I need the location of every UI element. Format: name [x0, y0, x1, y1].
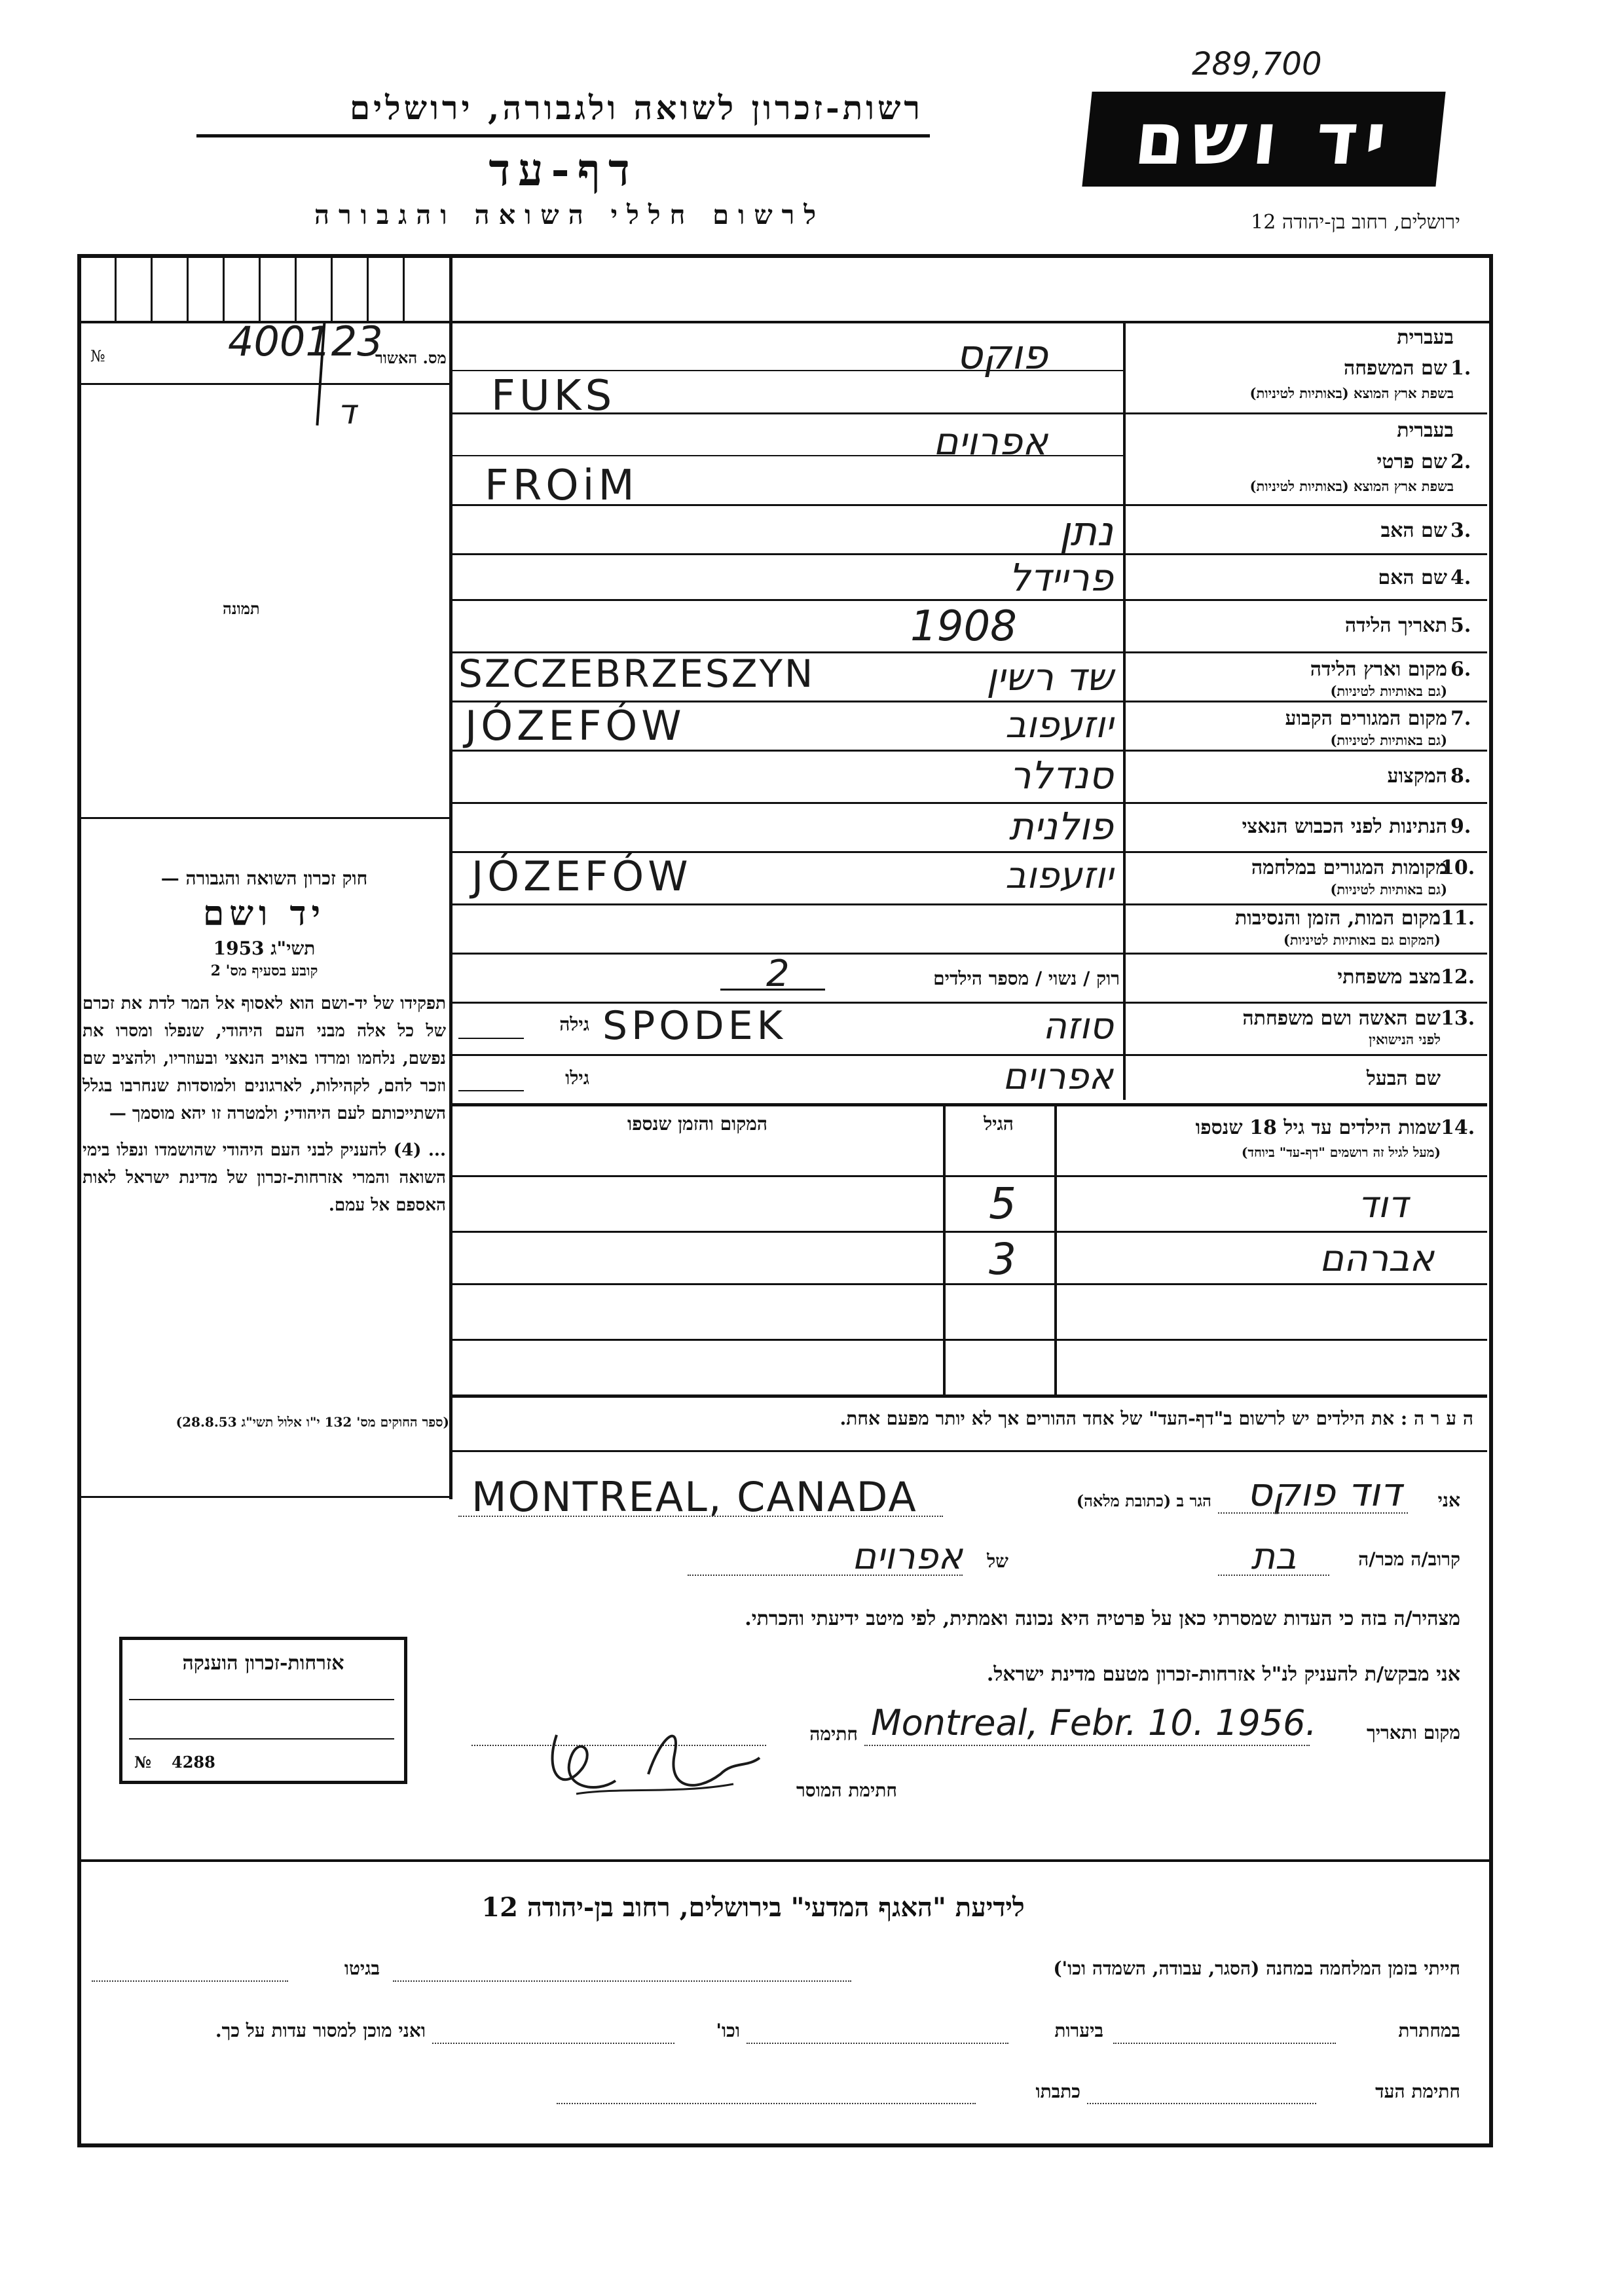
residence-hebrew: יוזעפוב	[1005, 704, 1113, 746]
footer-line1-b: בגיטו	[344, 1958, 380, 1979]
law-text-1: תפקידו של יד-ושם הוא לאסוף אל המר לדת את זכרם של כל אלה מבני העם היהודי, שנפלו ומסרו את נפשם, נלחמו ומרדו באויב הנאצי ובעוזריו, ולהציב שם וזכר להם, לקהילות, לארגונים ולמוסדות שנחרבו בגלל השתייכותם לעם היהודי; ולמטרה זו יהא מוסמך —	[83, 994, 446, 1123]
signature-label: חתימה	[809, 1723, 858, 1745]
footer-line2-a: במחתרת	[1398, 2020, 1460, 2041]
field-1-lang-note: בעברית	[1397, 326, 1454, 349]
field-4-num: 4.	[1450, 566, 1471, 589]
marital-options: רוק / נשוי / מספר הילדים	[933, 968, 1120, 989]
husband-name: אפרוים	[1003, 1055, 1113, 1098]
yad-vashem-logo	[1082, 92, 1445, 187]
footer-line2-c: וכו'	[716, 2020, 740, 2041]
place-date: Montreal, Febr. 10. 1956.	[871, 1702, 1317, 1743]
husband-age-label: גילו	[565, 1067, 589, 1089]
note: ה ע ר ה : את הילדים יש לרשום ב"דף-העד" של אחד ההורים אך לא יותר מפעם אחת.	[840, 1408, 1473, 1429]
birthplace-latin: SZCZEBRZESZYN	[458, 651, 815, 696]
footer-line3-b: כתבתו	[1035, 2081, 1080, 2102]
receiver-signature-label: חתימת המוסר	[796, 1779, 897, 1801]
approval-label: מס. האשור	[375, 348, 447, 367]
birthplace-hebrew: שד רשין	[986, 655, 1113, 699]
field-7-num: 7.	[1450, 707, 1471, 730]
citizenship-title: אזרחות-זכרון הוענקה	[182, 1652, 344, 1675]
institution-name: רשות-זכרון לשואה ולגבורה, ירושלים	[349, 88, 923, 127]
field-12-label: מצב משפחתי	[1337, 966, 1441, 989]
approval-letter: ד	[337, 393, 356, 432]
residence-latin: JÓZEFÓW	[465, 702, 686, 750]
wartime-residence-hebrew: יוזעפוב	[1005, 854, 1113, 897]
field-5-label: תאריך הלידה	[1344, 614, 1447, 637]
profession: סנדלר	[1009, 753, 1113, 797]
field-1-label: שם המשפחה	[1343, 357, 1447, 380]
law-year: תשי"ג 1953	[213, 938, 316, 959]
footer-line1-a: חייתי בזמן המלחמה במחנה (הסגר, עבודה, השמדה וכו')	[1053, 1958, 1460, 1979]
birth-date: 1908	[910, 602, 1017, 651]
declarant-address: MONTREAL, CANADA	[471, 1473, 917, 1521]
field-11-sub: (המקום גם באותיות לטיניות)	[1283, 932, 1441, 948]
child-1-age: 5	[989, 1178, 1016, 1229]
child-2-age: 3	[989, 1234, 1016, 1285]
surname-latin: FUKS	[491, 372, 616, 420]
law-text-2: ... (4) להעניק לבני העם היהודי שהושמדו ונפלו בימי השואה והמרי אזרחות-זכרון של מדינת ישראל לאות האספם אל עמם.	[83, 1140, 446, 1215]
field-13-label: שם האשה ושם משפחתה	[1242, 1007, 1441, 1030]
relation: בת	[1251, 1535, 1297, 1578]
wife-surname-latin: SPODEK	[602, 1003, 786, 1049]
field-10-label: מקומות המגורים במלחמה	[1251, 856, 1447, 879]
mother-name: פריידל	[1008, 555, 1113, 600]
signature-mark	[537, 1696, 786, 1813]
children-num: 14.	[1441, 1116, 1475, 1139]
law-source: (ספר החוקים מס' 132 י"ו אלול תשי"ג 28.8.53)	[175, 1414, 449, 1430]
place-header: המקום והזמן שנספו	[627, 1113, 767, 1135]
request: אני מבקש/ת להעניק לנ"ל אזרחות-זכרון מטעם מדינת ישראל.	[986, 1663, 1460, 1686]
field-7-label: מקום המגורים הקבוע	[1285, 707, 1447, 730]
citizenship-no-label: №	[134, 1753, 152, 1772]
corner-number: 289,700	[1192, 46, 1322, 82]
husband-label: שם הבעל	[1366, 1067, 1441, 1090]
of-name: אפרוים	[852, 1535, 963, 1578]
logo-text: יד ושם	[1130, 97, 1397, 181]
field-13-num: 13.	[1441, 1007, 1475, 1030]
child-2-name: אברהם	[1319, 1237, 1434, 1280]
footer-title: לידיעת "האגף המדעי" בירושלים, רחוב בן-יהודה 12	[481, 1892, 1025, 1923]
wife-name-hebrew: סוזה	[1043, 1005, 1113, 1048]
children-label: שמות הילדים עד גיל 18 שנספו	[1195, 1116, 1441, 1139]
citizenship-number: 4288	[172, 1753, 215, 1772]
field-8-label: המקצוע	[1387, 765, 1447, 788]
photo-label: תמונה	[223, 599, 260, 618]
field-7-sub: (גם באותיות לטיניות)	[1330, 732, 1447, 748]
field-10-num: 10.	[1441, 856, 1475, 879]
wartime-residence-latin: JÓZEFÓW	[471, 852, 692, 900]
approval-number: 400123	[228, 318, 383, 365]
relation-label: קרוב/ה מכר/ה	[1358, 1548, 1460, 1570]
field-9-num: 9.	[1450, 815, 1471, 838]
approval-box	[77, 318, 447, 380]
footer-line3-a: חתימת העד	[1375, 2081, 1460, 2102]
children-sub: (מעל לגיל זה רושמים "דף-עד" ביוחד)	[1241, 1144, 1441, 1160]
declarant-name-label: אני	[1437, 1489, 1460, 1511]
field-10-sub: (גם באותיות לטיניות)	[1330, 881, 1447, 898]
address-label: הגר ב (כתובת מלאה)	[1076, 1491, 1211, 1510]
field-3-num: 3.	[1450, 519, 1471, 542]
field-11-label: מקום המות, הזמן והנסיבות	[1234, 907, 1441, 930]
first-name-hebrew: אפרוים	[933, 419, 1048, 464]
field-2-lang-note: בעברית	[1397, 419, 1454, 442]
field-3-label: שם האב	[1380, 519, 1447, 542]
law-title: חוק זכרון השואה והגבורה —	[160, 867, 368, 889]
declaration: מצהיר/ה בזה כי העדות שמסרתי כאן על פרטיה היא נכונה ואמתית, לפי מיטב ידיעתי והכרתי.	[745, 1607, 1460, 1630]
field-9-label: הנתינות לפני הכבוש הנאצי	[1242, 815, 1447, 838]
form-title: דף-עד	[489, 144, 638, 196]
field-5-num: 5.	[1450, 614, 1471, 637]
footer-line2-b: ביערות	[1054, 2020, 1103, 2041]
field-2-num: 2.	[1450, 450, 1471, 473]
surname-hebrew: פוקס	[956, 331, 1048, 378]
footer-line2-d: ואני מוכן למסור עדות על כך.	[215, 2020, 426, 2041]
of-label: של	[987, 1550, 1008, 1572]
place-date-label: מקום ותאריך	[1366, 1722, 1460, 1743]
age-header: הגיל	[984, 1113, 1014, 1135]
child-1-name: דוד	[1357, 1184, 1408, 1226]
law-box	[83, 867, 446, 1219]
children-count: 2	[766, 953, 790, 995]
law-name: יד ושם	[202, 894, 326, 934]
approval-number-mark: №	[90, 347, 105, 365]
field-13-sub: לפני הנישואין	[1369, 1031, 1441, 1048]
field-6-label: מקום וארץ הלידה	[1310, 658, 1447, 681]
field-11-num: 11.	[1441, 907, 1475, 930]
field-1-num: 1.	[1450, 357, 1471, 380]
first-name-latin: FROiM	[485, 462, 638, 510]
field-8-num: 8.	[1450, 765, 1471, 788]
father-name: נתן	[1059, 507, 1113, 555]
field-2-sub: בשפת ארץ המוצא (באותיות לטיניות)	[1249, 478, 1454, 494]
field-6-num: 6.	[1450, 658, 1471, 681]
form-subtitle: לרשום חללי השואה והגבורה	[314, 200, 826, 230]
field-1-sub: בשפת ארץ המוצא (באותיות לטיניות)	[1249, 385, 1454, 401]
address: ירושלים, רחוב בן-יהודה 12	[1251, 211, 1460, 234]
citizenship-box	[119, 1637, 407, 1784]
field-12-num: 12.	[1441, 966, 1475, 989]
declarant-name: דוד פוקס	[1246, 1470, 1401, 1516]
field-2-label: שם פרטי	[1376, 450, 1447, 473]
field-4-label: שם האם	[1378, 566, 1447, 589]
wife-age-label: גילה	[559, 1013, 589, 1035]
nationality: פולנית	[1008, 804, 1113, 848]
field-6-sub: (גם באותיות לטיניות)	[1330, 683, 1447, 699]
law-clause: קובע בסעיף מס' 2	[210, 962, 318, 979]
